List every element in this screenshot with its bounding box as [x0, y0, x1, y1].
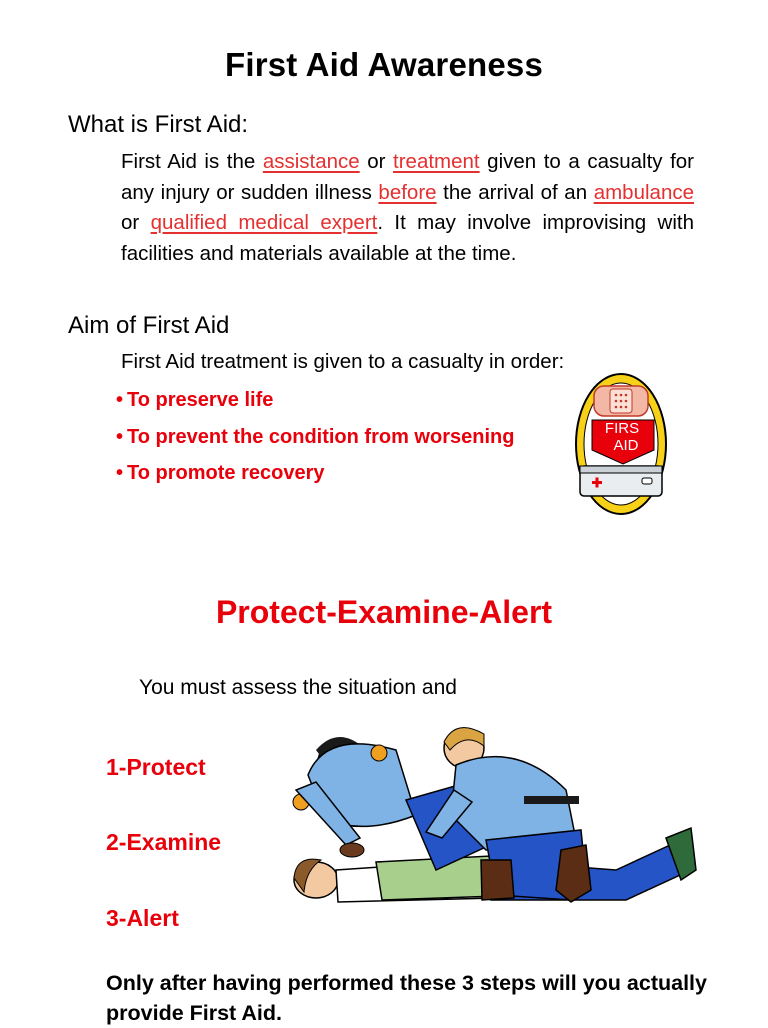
list-item: • To prevent the condition from worsening	[116, 425, 515, 448]
step-protect: 1-Protect	[106, 754, 206, 780]
keyword-qualified-medical-expert: qualified medical expert	[150, 211, 378, 235]
step-examine: 2-Examine	[106, 829, 222, 855]
aim-intro: First Aid treatment is given to a casualty in order:	[121, 350, 565, 373]
svg-text:AID: AID	[613, 437, 639, 454]
protect-examine-alert-title: Protect-Examine-Alert	[215, 594, 553, 630]
svg-text:FIRS: FIRS	[604, 420, 640, 437]
list-item: • To promote recovery	[116, 462, 325, 484]
first-aid-definition: First Aid is the assistance or treatment given to a casualty for any injury or sudden illness before the arrival of an ambulance or qualified medical expert. It may involve improvising with facilities and materials available at the time.	[121, 150, 694, 265]
page-title: First Aid Awareness	[224, 46, 544, 83]
closing-note: Only after having performed these 3 steps will you actually provide First Aid.	[106, 971, 707, 1025]
aim-of-first-aid-heading: Aim of First Aid	[68, 312, 230, 339]
keyword-before: before	[378, 180, 437, 204]
keyword-ambulance: ambulance	[593, 180, 694, 204]
assess-situation-text: You must assess the situation and	[139, 676, 457, 699]
paramedics-cpr-illustration	[286, 720, 698, 930]
step-alert: 3-Alert	[106, 905, 179, 931]
first-aid-kit-badge-icon	[574, 372, 668, 516]
aim-list	[116, 385, 514, 495]
what-is-first-aid-heading: What is First Aid:	[68, 111, 249, 138]
keyword-treatment: treatment	[393, 150, 480, 173]
keyword-assistance: assistance	[262, 150, 360, 173]
list-item: • To preserve life	[116, 389, 274, 411]
